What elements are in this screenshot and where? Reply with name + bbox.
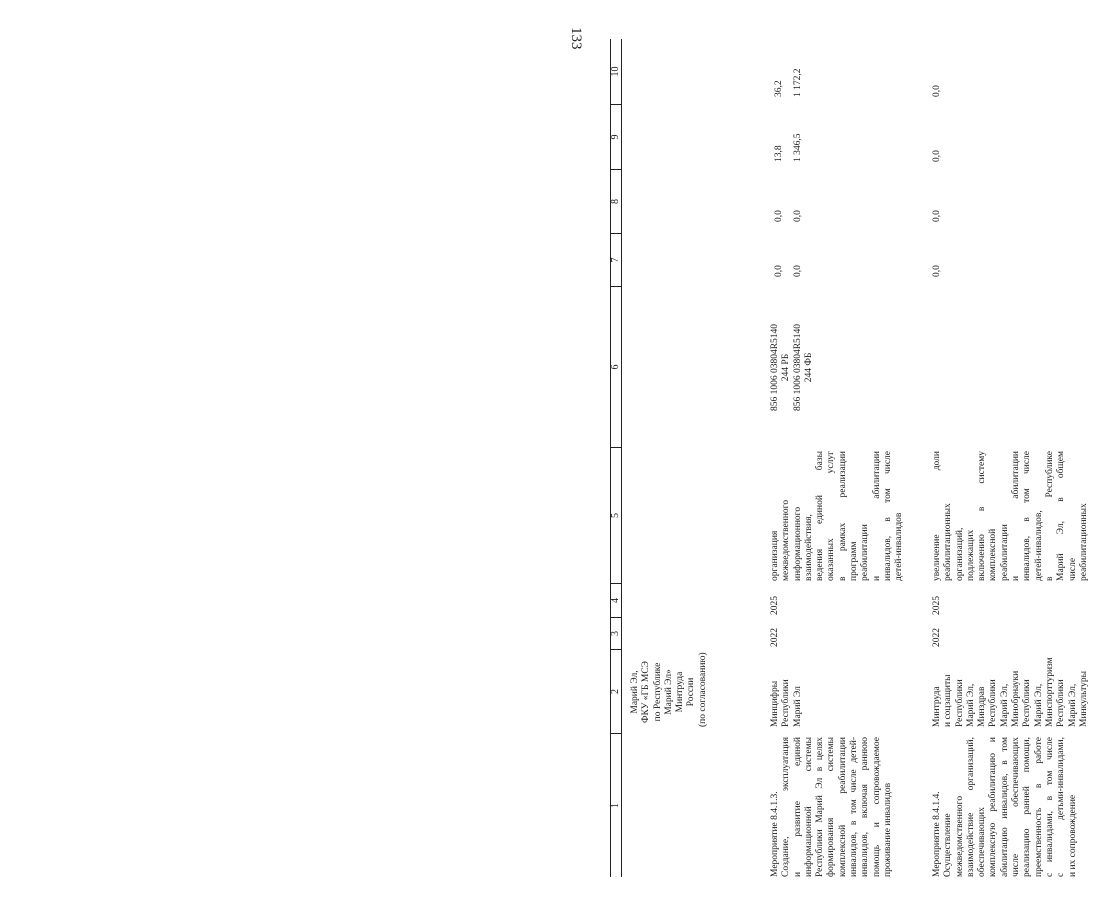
text-line: Минкультуры xyxy=(1078,670,1089,727)
text-line: России xyxy=(686,677,697,707)
value: 0,0 xyxy=(793,265,803,277)
text-line: взаимодействие организаций, xyxy=(965,737,976,877)
text-line: 856 1006 03804R5140 xyxy=(792,323,803,412)
row1-col9-values xyxy=(770,134,808,163)
column-2-continuation xyxy=(630,652,709,727)
row2-col9-value: 0,0 xyxy=(932,150,942,162)
text-line: Марий Эл, xyxy=(630,670,640,714)
row2-col7-value: 0,0 xyxy=(932,265,942,277)
column-header-1: 1 xyxy=(610,803,621,808)
value: 0,0 xyxy=(793,210,803,222)
page-number: 133 xyxy=(568,27,584,50)
text-line: Минобрнауки xyxy=(1011,670,1022,727)
text-line: Осуществление xyxy=(943,813,954,877)
text-line: комплексной реабилитации xyxy=(837,737,848,877)
row1-col10-values xyxy=(770,69,808,98)
text-line: оказанных услуг xyxy=(826,451,837,581)
value: 13,8 xyxy=(774,145,784,162)
text-line: информационного xyxy=(792,506,803,581)
text-line: реабилитационных xyxy=(1078,503,1089,581)
text-line: и абилитации xyxy=(1011,451,1022,581)
text-line: реализацию ранней помощи, xyxy=(1022,737,1033,877)
value: 0,0 xyxy=(774,265,784,277)
text-line: программ xyxy=(849,541,860,581)
row1-responsible xyxy=(770,651,804,727)
text-line: Марий Эл, xyxy=(999,683,1010,727)
column-header-2: 2 xyxy=(611,650,621,734)
text-line: в Республике xyxy=(1044,451,1055,581)
text-line: Минтруда xyxy=(675,671,686,713)
text-line: Минцифры xyxy=(770,680,780,727)
column-header-9: 9 xyxy=(611,105,621,170)
text-line: ведения единой базы xyxy=(815,451,826,581)
row2-responsible xyxy=(932,651,1090,727)
text-line: 856 1006 03804R5140 xyxy=(770,323,780,412)
column-header-4: 4 xyxy=(611,584,621,618)
text-line: Республики xyxy=(1022,679,1033,727)
text-line: включению в систему xyxy=(977,451,988,581)
text-line: по Республике xyxy=(652,662,663,722)
text-line: Республики xyxy=(781,679,792,727)
row1-col8-values xyxy=(770,210,808,222)
row2-col8-value: 0,0 xyxy=(932,210,942,222)
text-line: реабилитационных xyxy=(943,503,954,581)
text-line: преемственность в работе xyxy=(1033,737,1044,877)
text-line: и соцзащиты xyxy=(943,674,954,727)
text-line: реабилитации xyxy=(999,524,1010,581)
column-header-3: 3 xyxy=(611,618,621,650)
text-line: ФКУ «ГБ МСЭ xyxy=(641,661,652,723)
column-header-6: 6 xyxy=(611,287,621,448)
text-line: обеспечивающих xyxy=(977,807,988,877)
text-line: и развитие единой xyxy=(792,737,803,877)
column-header-5: 5 xyxy=(611,448,621,584)
rotated-table xyxy=(610,39,1098,877)
row1-expected-result xyxy=(770,451,906,581)
text-line: межведомственного xyxy=(781,499,792,581)
row1-end-year: 2025 xyxy=(770,596,780,615)
text-line: (по согласованию) xyxy=(697,652,708,727)
row2-start-year: 2022 xyxy=(932,628,942,647)
text-line: 244 ФБ xyxy=(803,352,814,383)
column-header-10: 10 xyxy=(611,39,621,105)
text-line: Минспорттуризм xyxy=(1044,657,1055,727)
table-header-row xyxy=(610,39,622,877)
value: 1 172,2 xyxy=(793,68,803,97)
text-line: помощь и сопровождаемое xyxy=(871,737,882,877)
text-line: инвалидов, в том числе детей- xyxy=(849,737,860,877)
text-line: детей-инвалидов, xyxy=(1033,510,1044,581)
text-line: с инвалидами, в том числе xyxy=(1044,737,1055,877)
text-line: проживание инвалидов xyxy=(882,782,893,877)
text-line: числе обеспечивающих xyxy=(1011,737,1022,877)
row1-budget-code xyxy=(770,290,815,445)
text-line: инвалидов, в том числе xyxy=(1022,451,1033,581)
text-line: Республики xyxy=(988,679,999,727)
text-line: Мероприятие 8.4.1.4. xyxy=(932,791,942,877)
text-line: Марий Эл, в общем xyxy=(1056,451,1067,581)
text-line: реабилитации xyxy=(860,524,871,581)
text-line: Республики xyxy=(954,679,965,727)
text-line: Марий Эл xyxy=(792,686,803,727)
text-line: Марий Эл, xyxy=(1067,683,1078,727)
text-line: 244 РБ xyxy=(781,353,792,382)
text-line: инвалидов, включая раннюю xyxy=(860,737,871,877)
row1-measure-description xyxy=(770,737,894,877)
text-line: комплексной xyxy=(988,528,999,581)
text-line: Минтруда xyxy=(932,686,942,727)
row1-start-year: 2022 xyxy=(770,628,780,647)
text-line: Создание, эксплуатация xyxy=(781,737,792,877)
text-line: Марий Эл, xyxy=(965,683,976,727)
text-line: межведомственного xyxy=(954,795,965,877)
value: 36,2 xyxy=(774,80,784,97)
text-line: информационной системы xyxy=(803,737,814,877)
text-line: формирования системы xyxy=(826,737,837,877)
column-header-7: 7 xyxy=(611,234,621,287)
text-line: Республики Марий Эл в целях xyxy=(815,737,826,877)
text-line: с детьми-инвалидами, xyxy=(1056,737,1067,877)
row2-measure-description xyxy=(932,737,1079,877)
text-line: Марий Эл» xyxy=(663,669,674,715)
text-line: организация xyxy=(770,530,780,581)
column-header-8: 8 xyxy=(611,170,621,234)
text-line: детей-инвалидов xyxy=(894,512,905,581)
text-line: увеличение доли xyxy=(932,451,942,581)
text-line: в рамках реализации xyxy=(837,451,848,581)
text-line: Минздрав xyxy=(977,686,988,727)
text-line: взаимодействия, xyxy=(803,514,814,581)
value: 1 346,5 xyxy=(793,133,803,162)
text-line: Республики xyxy=(1056,679,1067,727)
text-line: Марий Эл, xyxy=(1033,683,1044,727)
text-line: организаций, xyxy=(954,527,965,581)
row2-col10-value: 0,0 xyxy=(932,85,942,97)
text-line: и их сопровождение xyxy=(1067,794,1078,877)
text-line: Мероприятие 8.4.1.3. xyxy=(770,791,780,877)
row2-expected-result xyxy=(932,451,1090,581)
text-line: и абилитации xyxy=(871,451,882,581)
value: 0,0 xyxy=(774,210,784,222)
text-line: комплексную реабилитацию и xyxy=(988,737,999,877)
row1-col7-values xyxy=(770,265,808,277)
text-line: инвалидов, в том числе xyxy=(882,451,893,581)
text-line: подлежащих xyxy=(965,529,976,581)
text-line: числе xyxy=(1067,557,1078,581)
text-line: абилитацию инвалидов, в том xyxy=(999,737,1010,877)
row2-end-year: 2025 xyxy=(932,596,942,615)
